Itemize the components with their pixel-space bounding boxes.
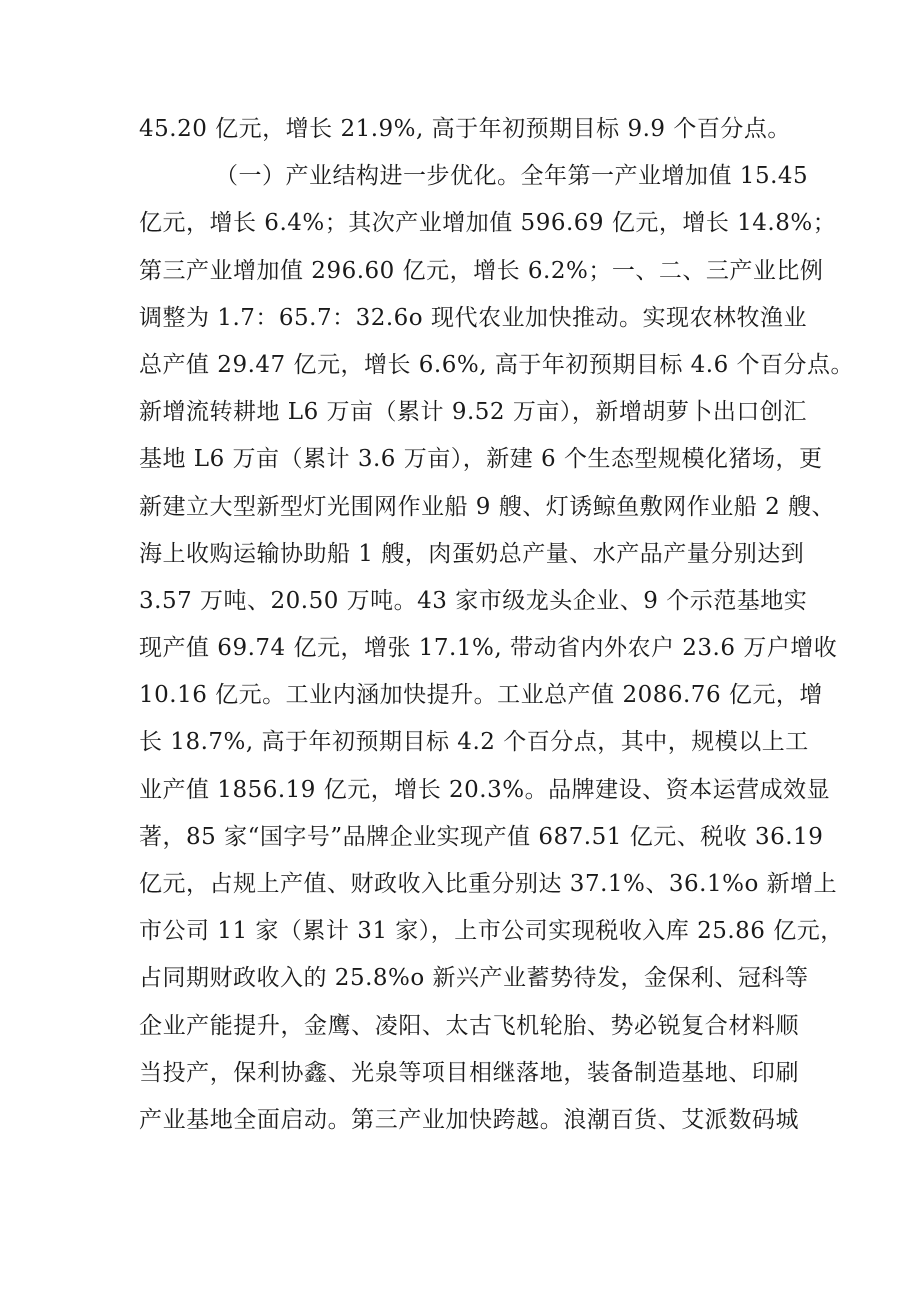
text-line: （一）产业结构进一步优化。全年第一产业增加值 15.45 — [215, 163, 809, 190]
text-line: 45.20 亿元，增长 21.9%, 高于年初预期目标 9.9 个百分点。 — [139, 116, 791, 142]
text-line: 亿元，增长 6.4%；其次产业增加值 596.69 亿元，增长 14.8%； — [139, 210, 837, 237]
text-line: 占同期财政收入的 25.8%o 新兴产业蓄势待发，金保利、冠科等 — [139, 965, 809, 992]
text-line: 市公司 11 家（累计 31 家），上市公司实现税收入库 25.86 亿元， — [139, 918, 844, 945]
text-line: 新建立大型新型灯光围网作业船 9 艘、灯诱鲸鱼敷网作业船 2 艘、 — [139, 493, 836, 520]
text-line: 第三产业增加值 296.60 亿元，增长 6.2%；一、二、三产业比例 — [139, 257, 824, 284]
text-line: 亿元，占规上产值、财政收入比重分别达 37.1%、36.1%o 新增上 — [139, 871, 838, 897]
text-line: 产业基地全面启动。第三产业加快跨越。浪潮百货、艾派数码城 — [139, 1106, 799, 1133]
text-line: 海上收购运输协助船 1 艘，肉蛋奶总产量、水产品产量分别达到 — [139, 540, 805, 567]
text-line: 调整为 1.7：65.7：32.6o 现代农业加快推动。实现农林牧渔业 — [139, 304, 807, 331]
text-line: 总产值 29.47 亿元，增长 6.6%, 高于年初预期目标 4.6 个百分点。 — [139, 351, 855, 378]
text-line: 现产值 69.74 亿元，增张 17.1%, 带动省内外农户 23.6 万户增收 — [139, 635, 838, 662]
text-line: 新增流转耕地 L6 万亩（累计 9.52 万亩），新增胡萝卜出口创汇 — [139, 399, 807, 426]
text-line: 当投产，保利协鑫、光泉等项目相继落地，装备制造基地、印刷 — [139, 1059, 799, 1086]
text-line: 长 18.7%, 高于年初预期目标 4.2 个百分点，其中，规模以上工 — [139, 729, 809, 756]
body-text — [139, 106, 855, 1144]
text-line: 业产值 1856.19 亿元，增长 20.3%。品牌建设、资本运营成效显 — [139, 776, 831, 803]
text-line: 著，85 家“国字号”品牌企业实现产值 687.51 亿元、税收 36.19 — [139, 823, 824, 850]
text-line: 企业产能提升，金鹰、凌阳、太古飞机轮胎、势必锐复合材料顺 — [139, 1012, 799, 1039]
text-line: 10.16 亿元。工业内涵加快提升。工业总产值 2086.76 亿元，增 — [139, 682, 823, 709]
text-line: 基地 L6 万亩（累计 3.6 万亩），新建 6 个生态型规模化猪场，更 — [139, 446, 823, 473]
text-line: 3.57 万吨、20.50 万吨。43 家市级龙头企业、9 个示范基地实 — [139, 587, 808, 614]
